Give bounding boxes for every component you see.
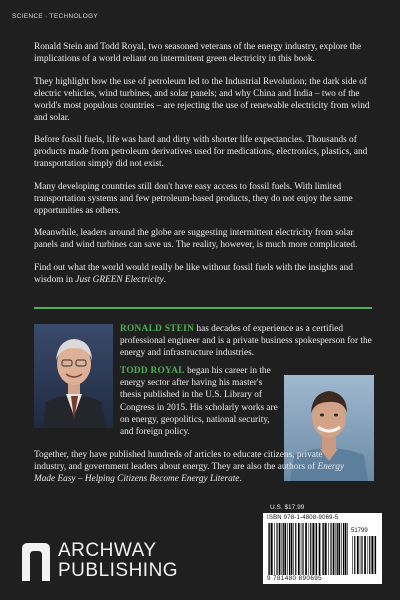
barcode-bar xyxy=(357,536,359,574)
ronald-stein-bio xyxy=(120,323,375,360)
barcode-bar xyxy=(371,536,373,574)
barcode-bar xyxy=(330,523,331,575)
barcode-bar xyxy=(343,523,344,575)
barcode-bar xyxy=(310,523,311,575)
isbn-top-text: ISBN 978-1-4808-9069-5 xyxy=(267,515,339,521)
price-code: 51799 xyxy=(351,528,368,534)
together-text: Together, they have published hundreds of articles to educate citizens, private industry, and government leaders about energy. They are also the authors of xyxy=(34,450,323,473)
barcode-bar xyxy=(293,523,294,575)
together-end: . xyxy=(239,474,242,485)
closing-book-title: Just GREEN Electricity xyxy=(75,274,164,285)
barcode-bar xyxy=(316,523,317,575)
closing-paragraph xyxy=(34,262,372,286)
publisher-name-line1: ARCHWAY xyxy=(58,540,157,561)
closing-text: Find out what the world would really be like without fossil fuels with the insights and wisdom in xyxy=(34,262,353,285)
barcode-bar xyxy=(322,523,323,575)
barcode-bar xyxy=(338,523,340,575)
barcode-bar xyxy=(271,523,273,575)
addon-barcode xyxy=(351,536,377,574)
paragraph-3: Before fossil fuels, life was hard and dirty with shorter life expectancies. Thousands of products made from petroleum derivatives used for medications, electronics, plastics, and transportation simply did not exist. xyxy=(34,135,368,169)
authors-joint-bio xyxy=(34,449,354,486)
barcode-bar xyxy=(302,523,303,575)
barcode-bar xyxy=(368,536,369,574)
paragraph-2: They highlight how the use of petroleum led to the Industrial Revolution; the dark side of electric vehicles, wind turbines, and solar panels; and why China and India – two of the world's most populous countries – are rejecting the use of renewable electricity from wind and solar. xyxy=(34,76,370,123)
ronald-stein-photo xyxy=(34,324,113,428)
barcode-bar xyxy=(333,523,335,575)
barcode-bar xyxy=(319,523,321,575)
paragraph-4: Many developing countries still don't have easy access to fossil fuels. With limited transportation systems and few petroleum-based products, they do not enjoy the same opportunities as others. xyxy=(34,181,353,216)
todd-royal-bio-text: began his career in the energy sector after having his master's thesis published in the U.S. Library of Congress in 2015. His scholarly works are on energy, geopolitics, national security, and foreign policy. xyxy=(120,366,278,438)
barcode-bar xyxy=(345,523,347,575)
barcode-bar xyxy=(328,523,329,575)
barcode-bar xyxy=(287,523,288,575)
barcode-bar xyxy=(305,523,307,575)
barcode-bar xyxy=(279,523,281,575)
barcode-bar xyxy=(283,523,284,575)
barcode-bar xyxy=(336,523,337,575)
price-label: U.S. $17.99 xyxy=(270,504,305,511)
barcode-bar xyxy=(276,523,277,575)
paragraph-1: Ronald Stein and Todd Royal, two seasoned veterans of the energy industry, explore the implications of a world reliant on intermittent green electricity in this book. xyxy=(34,42,362,64)
barcode-bar xyxy=(360,536,361,574)
barcode-block xyxy=(263,513,382,584)
barcode-bar xyxy=(312,523,314,575)
barcode-bar xyxy=(282,523,283,575)
barcode-bar xyxy=(284,523,286,575)
ronald-stein-bio-text: has decades of experience as a certified professional engineer and is a private business spokesperson for the energy and infrastructure industries. xyxy=(120,324,372,359)
barcode-bar xyxy=(354,536,355,574)
barcode-bar xyxy=(364,536,366,574)
barcode-bar xyxy=(301,523,302,575)
barcode-bar xyxy=(341,523,342,575)
barcode-bar xyxy=(274,523,275,575)
todd-royal-name: TODD ROYAL xyxy=(120,366,185,376)
barcode-bar xyxy=(291,523,293,575)
closing-end: . xyxy=(163,274,166,285)
barcode-bar xyxy=(374,536,375,574)
barcode-bar xyxy=(295,523,296,575)
barcode-bar xyxy=(309,523,310,575)
publisher-logo xyxy=(20,541,210,583)
barcode-bar xyxy=(325,523,327,575)
category-label: SCIENCE · TECHNOLOGY xyxy=(12,13,99,20)
todd-royal-bio xyxy=(120,365,280,438)
barcode-bar xyxy=(268,523,269,575)
section-divider xyxy=(34,307,372,309)
ean-barcode xyxy=(267,523,349,575)
description xyxy=(34,41,372,296)
barcode-bar xyxy=(347,523,348,575)
barcode-bar xyxy=(298,523,300,575)
barcode-bar xyxy=(352,536,353,574)
paragraph-5: Meanwhile, leaders around the globe are suggesting intermittent electricity from solar panels and wind turbines can save us. The reality, however, is much more complicated. xyxy=(34,228,358,250)
barcode-bar xyxy=(323,523,324,575)
barcode-bar xyxy=(337,523,338,575)
publisher-name-line2: PUBLISHING xyxy=(58,560,179,581)
ronald-stein-name: RONALD STEIN xyxy=(120,324,195,334)
archway-icon xyxy=(20,541,52,581)
barcode-bar xyxy=(269,523,270,575)
barcode-bar xyxy=(315,523,316,575)
barcode-bar xyxy=(375,536,376,574)
barcode-bar xyxy=(369,536,370,574)
isbn-bottom-text: 9 781480 890695 xyxy=(267,575,323,582)
barcode-bar xyxy=(361,536,362,574)
barcode-bar xyxy=(289,523,290,575)
together-book-title: Energy Made Easy – Helping Citizens Become Energy Literate xyxy=(34,462,344,485)
